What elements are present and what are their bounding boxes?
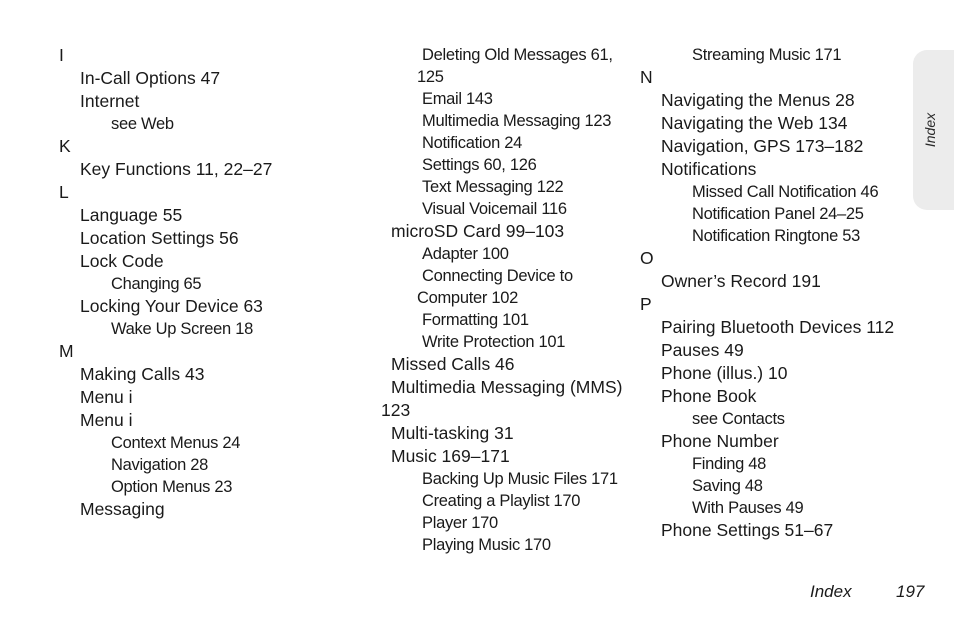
index-subentry: Creating a Playlist 170	[422, 492, 581, 510]
index-subentry: Player 170	[422, 514, 498, 532]
index-entry: Navigating the Menus 28	[661, 90, 855, 110]
index-entry: Owner’s Record 191	[661, 271, 821, 291]
index-subentry: Wake Up Screen 18	[111, 320, 253, 338]
index-letter-heading: O	[640, 248, 654, 268]
index-subentry: Visual Voicemail 116	[422, 200, 567, 218]
index-column-3	[640, 44, 910, 542]
index-subentry: Email 143	[422, 90, 493, 108]
index-subentry: Formatting 101	[422, 311, 529, 329]
page-number: 197	[896, 582, 925, 601]
index-entry: Pairing Bluetooth Devices 112	[661, 317, 895, 337]
index-subentry: Missed Call Notification 46	[692, 183, 879, 201]
index-subentry: Backing Up Music Files 171	[422, 470, 618, 488]
index-entry: Phone (illus.) 10	[661, 363, 788, 383]
index-entry: Music 169–171	[391, 446, 510, 466]
index-entry: Navigation, GPS 173–182	[661, 136, 864, 156]
index-letter-heading: P	[640, 294, 652, 314]
index-entry: Key Functions 11, 22–27	[80, 159, 273, 179]
index-subentry: Streaming Music 171	[692, 46, 842, 64]
index-column-2	[370, 44, 623, 556]
index-subentry: Connecting Device to	[422, 267, 573, 285]
index-entry: In-Call Options 47	[80, 68, 221, 88]
index-subentry: Changing 65	[111, 275, 202, 293]
index-entry: Phone Book	[661, 386, 757, 406]
index-subentry: Option Menus 23	[111, 478, 233, 496]
footer-section-label: Index	[810, 582, 852, 601]
index-entry: Phone Settings 51–67	[661, 520, 834, 540]
index-letter-heading: M	[59, 341, 74, 361]
index-letter-heading: I	[59, 45, 64, 65]
index-entry: Messaging	[80, 499, 165, 519]
index-side-tab-label: Index	[922, 112, 938, 148]
index-entry: Missed Calls 46	[391, 354, 515, 374]
index-subentry: Finding 48	[692, 455, 767, 473]
index-entry: Notifications	[661, 159, 757, 179]
index-subentry: With Pauses 49	[692, 499, 804, 517]
index-subentry: Saving 48	[692, 477, 763, 495]
index-entry: Multi-tasking 31	[391, 423, 514, 443]
index-entry: Making Calls 43	[80, 364, 205, 384]
index-subentry: Context Menus 24	[111, 434, 241, 452]
index-column-1	[59, 44, 349, 521]
index-letter-heading: N	[640, 67, 653, 87]
index-entry: Lock Code	[80, 251, 164, 271]
index-subentry: Text Messaging 122	[422, 178, 564, 196]
index-subentry: Navigation 28	[111, 456, 209, 474]
index-letter-heading: K	[59, 136, 71, 156]
index-subentry: Write Protection 101	[422, 333, 566, 351]
index-entry: Locking Your Device 63	[80, 296, 263, 316]
index-entry: Phone Number	[661, 431, 779, 451]
index-subentry: Notification Panel 24–25	[692, 205, 864, 223]
index-subentry-continuation: Computer 102	[417, 289, 518, 307]
index-entry: microSD Card 99–103	[391, 221, 565, 241]
index-subentry: Adapter 100	[422, 245, 509, 263]
index-entry: Navigating the Web 134	[661, 113, 848, 133]
index-subentry: Playing Music 170	[422, 536, 551, 554]
index-subentry: Deleting Old Messages 61,	[422, 46, 613, 64]
index-entry: Internet	[80, 91, 140, 111]
index-entry: Location Settings 56	[80, 228, 239, 248]
index-entry: Menu i	[80, 410, 133, 430]
index-entry: Language 55	[80, 205, 183, 225]
index-letter-heading: L	[59, 182, 69, 202]
index-subentry: Notification 24	[422, 134, 523, 152]
index-entry: Pauses 49	[661, 340, 744, 360]
index-subentry: Notification Ringtone 53	[692, 227, 860, 245]
index-subentry: see Web	[111, 115, 174, 133]
index-subentry-continuation: 125	[417, 68, 444, 86]
index-entry: Menu i	[80, 387, 133, 407]
index-subentry: see Contacts	[692, 410, 785, 428]
index-subentry: Multimedia Messaging 123	[422, 112, 612, 130]
index-subentry: Settings 60, 126	[422, 156, 537, 174]
index-entry-continuation: 123	[381, 400, 411, 420]
index-entry: Multimedia Messaging (MMS)	[391, 377, 623, 397]
